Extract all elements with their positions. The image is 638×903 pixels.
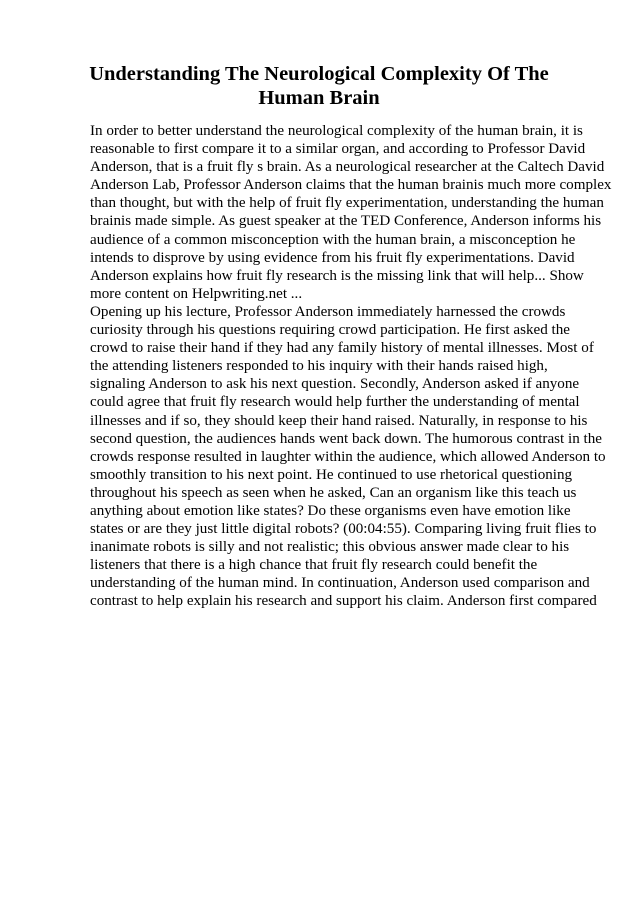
document-body [90,122,612,611]
paragraph-1-line: Anderson, that is a fruit fly s brain. As a neurological researcher at the Caltech David [90,159,605,176]
paragraph-2-line: states or are they just little digital robots? (00:04:55). Comparing living fruit flies to [90,521,597,538]
paragraph-1-line: Anderson explains how fruit fly research is the missing link that will help... Show [90,267,584,284]
paragraph-2-line: understanding of the human mind. In continuation, Anderson used comparison and [90,575,590,592]
paragraph-1-line: brainis made simple. As guest speaker at the TED Conference, Anderson informs his [90,213,602,230]
paragraph-2-line: Opening up his lecture, Professor Anderson immediately harnessed the crowds [90,303,566,320]
paragraph-2-line: throughout his speech as seen when he asked, Can an organism like this teach us [90,484,577,501]
paragraph-2-line: the attending listeners responded to his inquiry with their hands raised high, [90,358,548,375]
paragraph-2-line: anything about emotion like states? Do these organisms even have emotion like [90,502,571,519]
paragraph-2-line: illnesses and if so, they should keep their hand raised. Naturally, in response to his [90,412,588,429]
paragraph-2-line: inanimate robots is silly and not realistic; this obvious answer made clear to his [90,539,570,556]
paragraph-2-line: second question, the audiences hands went back down. The humorous contrast in the [90,430,602,447]
paragraph-2-line: signaling Anderson to ask his next question. Secondly, Anderson asked if anyone [90,376,580,393]
document-title: Understanding The Neurological Complexity Of The Human Brain [89,63,549,109]
paragraph-1-line: audience of a common misconception with the human brain, a misconception he [90,231,576,248]
show-more-link-line[interactable]: more content on Helpwriting.net ... [90,285,303,302]
paragraph-1-line: Anderson Lab, Professor Anderson claims that the human brainis much more complex [90,177,612,194]
paragraph-2-line: smoothly transition to his next point. He continued to use rhetorical questioning [90,466,573,483]
paragraph-2-line: crowds response resulted in laughter within the audience, which allowed Anderson to [90,448,606,465]
paragraph-2-line: crowd to raise their hand if they had any family history of mental illnesses. Most of [90,340,594,357]
paragraph-2-line: listeners that there is a high chance that fruit fly research could benefit the [90,557,538,574]
paragraph-2-line: curiosity through his questions requiring crowd participation. He first asked the [90,322,570,339]
paragraph-1-line: intends to disprove by using evidence from his fruit fly experimentations. David [90,249,575,266]
paragraph-2-line: could agree that fruit fly research would help further the understanding of mental [90,394,580,411]
paragraph-1-line: In order to better understand the neurological complexity of the human brain, it is [90,123,583,139]
paragraph-1-line: than thought, but with the help of fruit fly experimentation, understanding the human [90,195,604,212]
paragraph-2-line: contrast to help explain his research and support his claim. Anderson first compared [90,593,597,610]
paragraph-1-line: reasonable to first compare it to a similar organ, and according to Professor David [90,141,586,158]
